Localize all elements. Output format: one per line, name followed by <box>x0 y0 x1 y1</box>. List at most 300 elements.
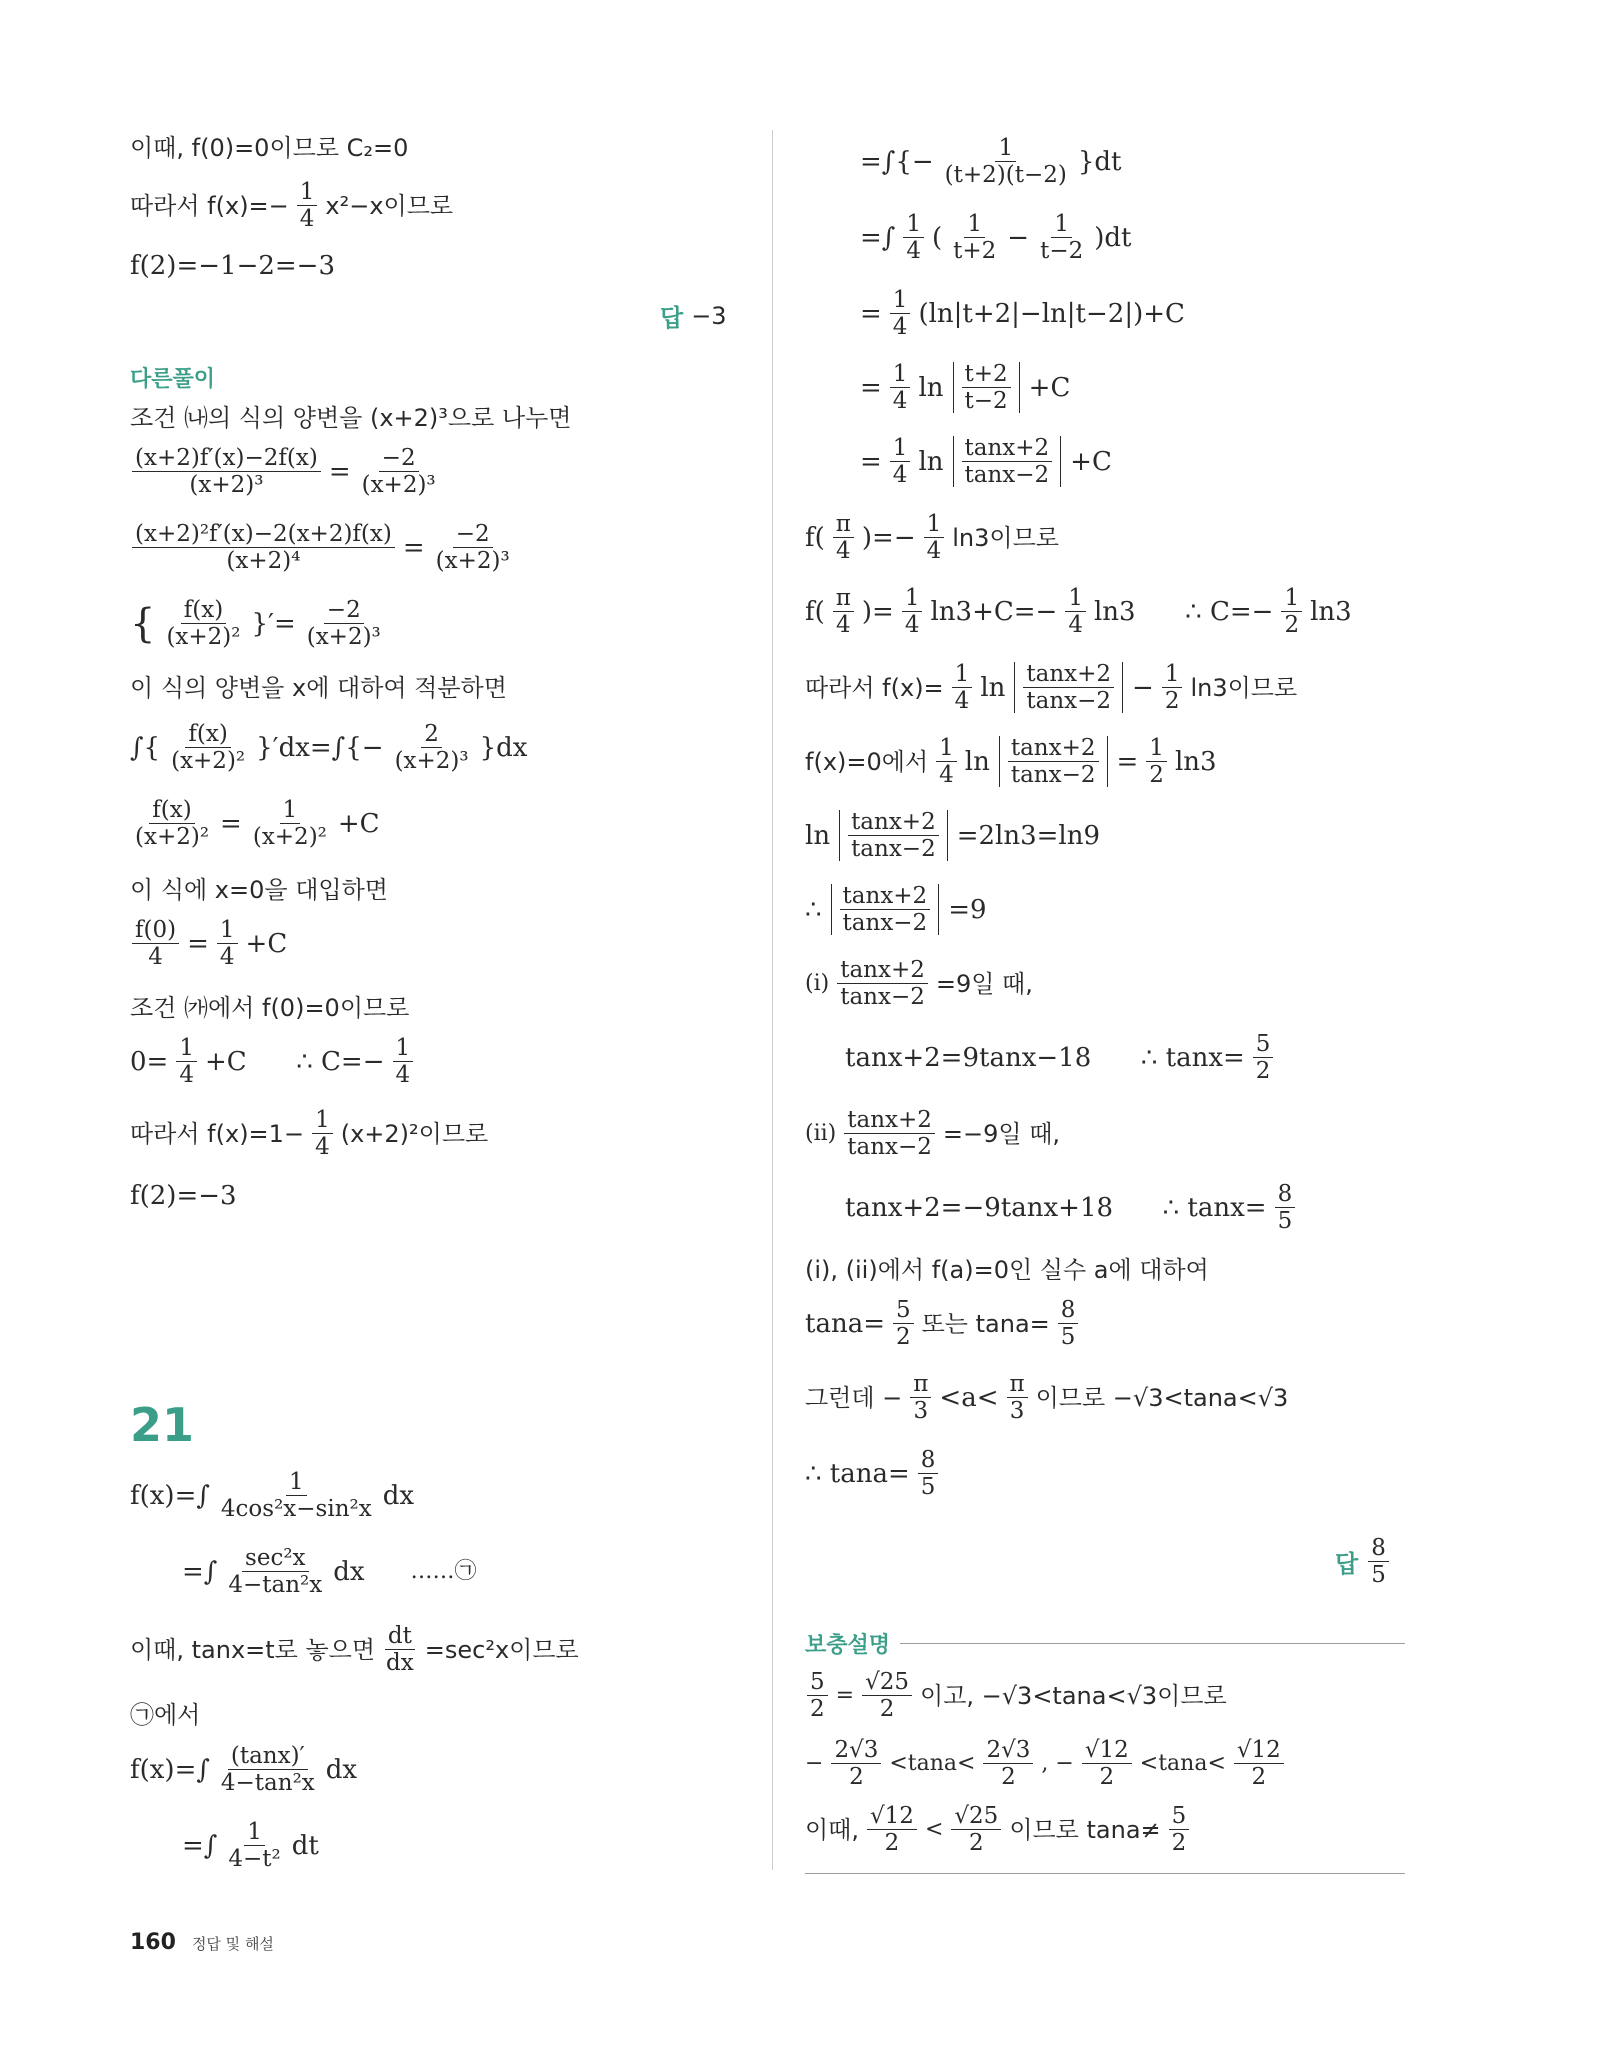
fraction <box>225 1546 325 1597</box>
text: =9일 때, <box>935 969 1033 998</box>
equation-line <box>805 1738 1286 1789</box>
numerator: π <box>1007 1372 1028 1398</box>
equation-line <box>805 1298 1080 1349</box>
equation-line <box>805 1804 1191 1855</box>
fraction <box>962 362 1011 413</box>
fraction <box>962 436 1053 487</box>
numerator: 1 <box>924 512 945 538</box>
fraction <box>936 736 957 787</box>
equation-line <box>805 1448 940 1499</box>
equation-line <box>805 512 1059 563</box>
text: 이 식에 x=0을 대입하면 <box>130 876 388 904</box>
numerator: (tanx)′ <box>228 1744 308 1770</box>
numerator: √12 <box>1234 1738 1284 1764</box>
denominator: 2 <box>1164 688 1180 715</box>
numerator: 1 <box>1051 212 1072 238</box>
denominator: 2 <box>1099 1764 1115 1791</box>
equation-line <box>805 958 1033 1009</box>
denominator: 5 <box>1371 1562 1386 1589</box>
equation-line <box>805 662 1297 713</box>
fraction <box>392 722 472 773</box>
equation-line <box>845 1032 1275 1083</box>
equation-line <box>130 1036 415 1087</box>
numerator: 1 <box>1281 586 1302 612</box>
numerator: 1 <box>297 180 318 206</box>
fraction <box>132 446 321 497</box>
text: f(x)=∫ <box>130 1754 210 1785</box>
text: ln <box>980 672 1006 703</box>
denominator: (x+2)² <box>135 824 210 851</box>
numerator: (x+2)²f′(x)−2(x+2)f(x) <box>132 522 395 548</box>
text: tana= <box>805 1308 885 1339</box>
numerator: 8 <box>1058 1298 1079 1324</box>
equation-line <box>860 436 1112 487</box>
text: dx <box>325 1754 358 1785</box>
denominator: tanx−2 <box>840 984 925 1011</box>
denominator: 4 <box>148 944 163 971</box>
numerator: tanx+2 <box>840 884 931 910</box>
text: 조건 ㈏의 식의 양변을 (x+2)³으로 나누면 <box>130 404 572 432</box>
equation-line <box>805 810 1100 861</box>
text: ∴ tana= <box>805 1458 910 1489</box>
numerator: f(0) <box>132 918 179 944</box>
numerator: 1 <box>312 1108 333 1134</box>
text: tanx+2=9tanx−18 ∴ tanx= <box>845 1042 1245 1073</box>
text: = <box>835 1682 855 1708</box>
numerator: 1 <box>393 1036 414 1062</box>
text: ln3+C=− <box>930 596 1058 627</box>
text: = <box>187 928 209 959</box>
text: f( <box>805 522 825 553</box>
equation-line <box>130 446 441 497</box>
equation-line <box>805 1670 1227 1721</box>
fraction <box>831 1738 881 1789</box>
numerator: 1 <box>964 212 985 238</box>
absolute-value <box>953 362 1020 413</box>
fraction <box>1253 1032 1274 1083</box>
denominator: 4 <box>395 1062 411 1089</box>
case-label: (i) <box>805 970 830 996</box>
denominator: 4−tan²x <box>220 1770 315 1797</box>
numerator: √12 <box>867 1804 917 1830</box>
text: (ln|t+2|−ln|t−2|)+C <box>918 298 1185 329</box>
fraction <box>1058 1298 1079 1349</box>
page-footer <box>130 1930 274 1955</box>
text: dx <box>333 1556 365 1587</box>
fraction <box>217 918 238 969</box>
denominator: (t+2)(t−2) <box>944 162 1067 189</box>
text: 이 식의 양변을 x에 대하여 적분하면 <box>130 674 507 702</box>
fraction <box>910 1372 931 1423</box>
text: ㉠에서 <box>130 1701 201 1729</box>
fraction <box>890 362 911 413</box>
denominator: 2 <box>879 1696 895 1723</box>
text: <tana< <box>889 1750 976 1776</box>
text: +C <box>1070 446 1112 477</box>
text: = <box>220 808 242 839</box>
text: 이므로 −√3<tana<√3 <box>1035 1383 1289 1412</box>
equation-line <box>805 1372 1288 1423</box>
fraction <box>951 1804 1001 1855</box>
denominator: tanx−2 <box>964 462 1050 489</box>
denominator: 2 <box>1251 1764 1267 1791</box>
fraction <box>433 522 513 573</box>
denominator: (x+2)⁴ <box>226 548 301 575</box>
fraction <box>132 522 395 573</box>
text: 따라서 f(x)= <box>805 673 944 702</box>
text-line <box>130 253 335 279</box>
denominator: 2 <box>849 1764 864 1791</box>
answer-label: 답 <box>660 304 684 332</box>
text: = <box>860 372 882 403</box>
text: 따라서 f(x)=− <box>130 191 289 220</box>
numerator: 5 <box>1169 1804 1190 1830</box>
text: = <box>402 532 425 563</box>
denominator: (x+2)³ <box>306 624 381 651</box>
fraction <box>359 446 439 497</box>
fraction <box>833 512 854 563</box>
equation-line <box>182 1546 477 1597</box>
fraction <box>1146 736 1167 787</box>
numerator: 1 <box>890 288 911 314</box>
absolute-value <box>831 884 940 935</box>
text: }′= <box>251 608 296 639</box>
text: = <box>328 456 351 487</box>
denominator: 2 <box>1149 762 1164 789</box>
fraction <box>833 586 854 637</box>
fraction <box>952 662 973 713</box>
answer-box <box>1335 1536 1391 1587</box>
denominator: 2 <box>1001 1764 1016 1791</box>
fraction <box>867 1804 917 1855</box>
text: f(x)=∫ <box>130 1480 210 1511</box>
numerator: −2 <box>324 598 364 624</box>
fraction <box>848 810 939 861</box>
text: <tana< <box>1139 1750 1226 1776</box>
text: ln <box>918 446 944 477</box>
text: , − <box>1041 1750 1074 1776</box>
fraction <box>1065 586 1086 637</box>
fraction <box>840 884 931 935</box>
answer-box <box>660 298 727 333</box>
fraction <box>168 722 248 773</box>
text: ln <box>805 820 831 851</box>
equation-line <box>805 736 1217 787</box>
equation-line <box>805 586 1352 637</box>
fraction <box>983 1738 1033 1789</box>
numerator: tanx+2 <box>848 810 939 836</box>
numerator: 2√3 <box>831 1738 881 1764</box>
equation-line <box>860 362 1070 413</box>
fraction <box>1234 1738 1284 1789</box>
text: f(2)=−3 <box>130 1181 237 1211</box>
text-line <box>130 1108 488 1159</box>
numerator: tanx+2 <box>844 1108 935 1134</box>
denominator: 4 <box>892 314 908 341</box>
denominator: tanx−2 <box>1010 762 1096 789</box>
text: (i), (ii)에서 f(a)=0인 실수 a에 대하여 <box>805 1256 1209 1284</box>
text: =∫ <box>182 1556 218 1587</box>
fraction <box>297 180 318 231</box>
numerator: 1 <box>1146 736 1167 762</box>
text: − <box>1007 222 1030 253</box>
fraction <box>218 1744 318 1795</box>
text-line <box>130 996 409 1020</box>
denominator: (x+2)² <box>252 824 327 851</box>
numerator: √25 <box>951 1804 1001 1830</box>
denominator: tanx−2 <box>1026 688 1112 715</box>
denominator: 2 <box>1255 1058 1271 1085</box>
divider <box>900 1643 1405 1644</box>
text: { <box>130 600 156 647</box>
denominator: (x+2)³ <box>435 548 510 575</box>
fraction <box>950 212 999 263</box>
numerator: 1 <box>936 736 957 762</box>
page-number: 160 <box>130 1930 176 1955</box>
fraction <box>218 1470 375 1521</box>
text: dx <box>382 1480 415 1511</box>
text-line <box>805 1258 1209 1282</box>
text: =∫{− <box>860 146 934 177</box>
denominator: dx <box>386 1650 414 1677</box>
text-line <box>130 136 408 160</box>
equation-line <box>130 1470 414 1521</box>
text: =−9일 때, <box>942 1119 1061 1148</box>
fraction <box>1008 736 1099 787</box>
fraction <box>1007 1372 1028 1423</box>
equation-line <box>805 1108 1060 1159</box>
problem-number: 21 <box>130 1398 195 1452</box>
text: )= <box>861 596 894 627</box>
numerator: f(x) <box>149 798 194 824</box>
text: +C <box>1028 372 1071 403</box>
text: − <box>805 1750 824 1776</box>
denominator: 4 <box>1068 612 1083 639</box>
text-line <box>130 1183 237 1209</box>
numerator: 5 <box>1253 1032 1274 1058</box>
divider <box>805 1873 1405 1874</box>
fraction <box>163 598 243 649</box>
fraction <box>890 288 911 339</box>
numerator: 8 <box>1368 1536 1389 1562</box>
fraction <box>844 1108 935 1159</box>
numerator: √25 <box>862 1670 912 1696</box>
fraction <box>1037 212 1086 263</box>
denominator: 3 <box>1009 1398 1025 1425</box>
denominator: 5 <box>1060 1324 1076 1351</box>
text: = <box>860 446 882 477</box>
denominator: 2 <box>1171 1830 1187 1857</box>
denominator: 4 <box>904 612 920 639</box>
text: )=− <box>861 522 916 553</box>
denominator: t−2 <box>964 388 1008 415</box>
denominator: 4 <box>906 238 921 265</box>
text: ln3 ∴ C=− <box>1093 596 1274 627</box>
fraction <box>918 1448 939 1499</box>
text: =2ln3=ln9 <box>956 820 1101 851</box>
supplementary-heading <box>805 1628 1405 1659</box>
absolute-value <box>953 436 1062 487</box>
fraction <box>862 1670 912 1721</box>
absolute-value <box>999 736 1108 787</box>
fraction <box>837 958 928 1009</box>
text: =∫ <box>182 1830 218 1861</box>
numerator: 1 <box>280 798 301 824</box>
denominator: 4 <box>892 462 908 489</box>
fraction <box>132 918 179 969</box>
text: (x+2)²이므로 <box>340 1119 489 1148</box>
text: }dt <box>1077 146 1122 177</box>
denominator: 4 <box>892 388 908 415</box>
absolute-value <box>839 810 948 861</box>
numerator: tanx+2 <box>1008 736 1099 762</box>
fraction <box>250 798 330 849</box>
numerator: 1 <box>176 1036 197 1062</box>
fraction <box>304 598 384 649</box>
text: +C <box>337 808 380 839</box>
text: f(2)=−1−2=−3 <box>130 251 336 281</box>
numerator: π <box>833 512 854 538</box>
equation-line <box>130 1744 357 1795</box>
fraction <box>225 1820 283 1871</box>
fraction <box>1281 586 1302 637</box>
equation-line <box>860 212 1132 263</box>
denominator: 4 <box>954 688 970 715</box>
numerator: 1 <box>995 136 1016 162</box>
denominator: 4cos²x−sin²x <box>220 1496 372 1523</box>
text: − <box>1132 672 1154 703</box>
text: ln3이므로 <box>952 523 1059 552</box>
text: 이때, tanx=t로 놓으면 <box>130 1635 376 1664</box>
text: 이때, <box>805 1815 859 1844</box>
equation-line <box>182 1820 319 1871</box>
fraction <box>393 1036 414 1087</box>
text: }′dx=∫{− <box>256 732 384 763</box>
text-line <box>130 180 453 231</box>
text: 0= <box>130 1046 169 1077</box>
denominator: (x+2)² <box>166 624 241 651</box>
equation-line <box>130 722 527 773</box>
fraction <box>890 436 911 487</box>
numerator: 1 <box>1065 586 1086 612</box>
denominator: 4 <box>179 1062 194 1089</box>
fraction <box>1169 1804 1190 1855</box>
denominator: 4 <box>299 206 315 233</box>
numerator: 1 <box>244 1820 265 1846</box>
answer-label: 답 <box>1335 1550 1359 1579</box>
footer-title: 정답 및 해설 <box>191 1935 274 1953</box>
text: f( <box>805 596 825 627</box>
equation-line <box>130 522 515 573</box>
text: 이때, f(0)=0이므로 C₂=0 <box>130 134 409 162</box>
denominator: tanx−2 <box>847 1134 932 1161</box>
numerator: √12 <box>1082 1738 1132 1764</box>
equation-line <box>845 1182 1297 1233</box>
equation-line <box>130 918 287 969</box>
numerator: f(x) <box>185 722 230 748</box>
denominator: (x+2)³ <box>189 472 264 499</box>
denominator: (x+2)³ <box>361 472 436 499</box>
text: ln3 <box>1310 596 1352 627</box>
text: ln3 <box>1174 746 1217 777</box>
numerator: π <box>833 586 854 612</box>
denominator: 4 <box>315 1134 330 1161</box>
denominator: 4 <box>939 762 954 789</box>
fraction <box>893 1298 914 1349</box>
column-divider <box>772 130 773 1870</box>
text: <a< <box>939 1382 999 1413</box>
denominator: (x+2)³ <box>394 748 469 775</box>
text: x²−x이므로 <box>325 191 454 220</box>
text-line <box>130 1624 579 1675</box>
numerator: f(x) <box>181 598 226 624</box>
text: 또는 tana= <box>921 1309 1050 1338</box>
denominator: tanx−2 <box>842 910 928 937</box>
numerator: tanx+2 <box>1023 662 1114 688</box>
equation-line <box>860 288 1185 339</box>
numerator: 1 <box>890 436 911 462</box>
text: =9 <box>948 894 987 925</box>
text: 그런데 − <box>805 1383 903 1412</box>
numerator: tanx+2 <box>962 436 1053 462</box>
numerator: 1 <box>952 662 973 688</box>
numerator: 1 <box>902 586 923 612</box>
fraction <box>312 1108 333 1159</box>
denominator: 2 <box>1284 612 1300 639</box>
text-line <box>130 1703 200 1727</box>
numerator: 1 <box>903 212 924 238</box>
numerator: sec²x <box>242 1546 309 1572</box>
denominator: tanx−2 <box>851 836 936 863</box>
equation-line <box>860 136 1122 187</box>
fraction <box>942 136 1070 187</box>
text: tanx+2=−9tanx+18 ∴ tanx= <box>845 1192 1267 1223</box>
denominator: t+2 <box>953 238 997 265</box>
equation-line <box>130 798 380 849</box>
text: ln3이므로 <box>1190 673 1298 702</box>
fraction <box>1023 662 1114 713</box>
answer-value <box>1368 1536 1389 1587</box>
denominator: 2 <box>884 1830 900 1857</box>
supplementary-label: 보충설명 <box>805 1633 891 1658</box>
numerator: t+2 <box>962 362 1011 388</box>
fraction <box>924 512 945 563</box>
numerator: −2 <box>379 446 419 472</box>
denominator: 2 <box>895 1324 911 1351</box>
numerator: 1 <box>1162 662 1183 688</box>
text: = <box>1116 746 1139 777</box>
fraction <box>807 1670 828 1721</box>
denominator: 2 <box>810 1696 825 1723</box>
numerator: 1 <box>890 362 911 388</box>
denominator: 5 <box>920 1474 936 1501</box>
text: ln <box>918 372 944 403</box>
denominator: 3 <box>913 1398 929 1425</box>
equation-tag: ……㉠ <box>410 1558 477 1584</box>
text: f(x)=0에서 <box>805 747 929 776</box>
numerator: 8 <box>918 1448 939 1474</box>
denominator: 5 <box>1277 1208 1293 1235</box>
fraction <box>902 586 923 637</box>
text: 조건 ㈎에서 f(0)=0이므로 <box>130 994 410 1022</box>
fraction <box>176 1036 197 1087</box>
text: ∴ <box>805 894 822 925</box>
alternative-solution-heading: 다른풀이 <box>130 367 216 392</box>
answer-value: −3 <box>691 301 727 330</box>
denominator: 4 <box>219 944 235 971</box>
denominator: 2 <box>969 1830 984 1857</box>
numerator: 5 <box>893 1298 914 1324</box>
